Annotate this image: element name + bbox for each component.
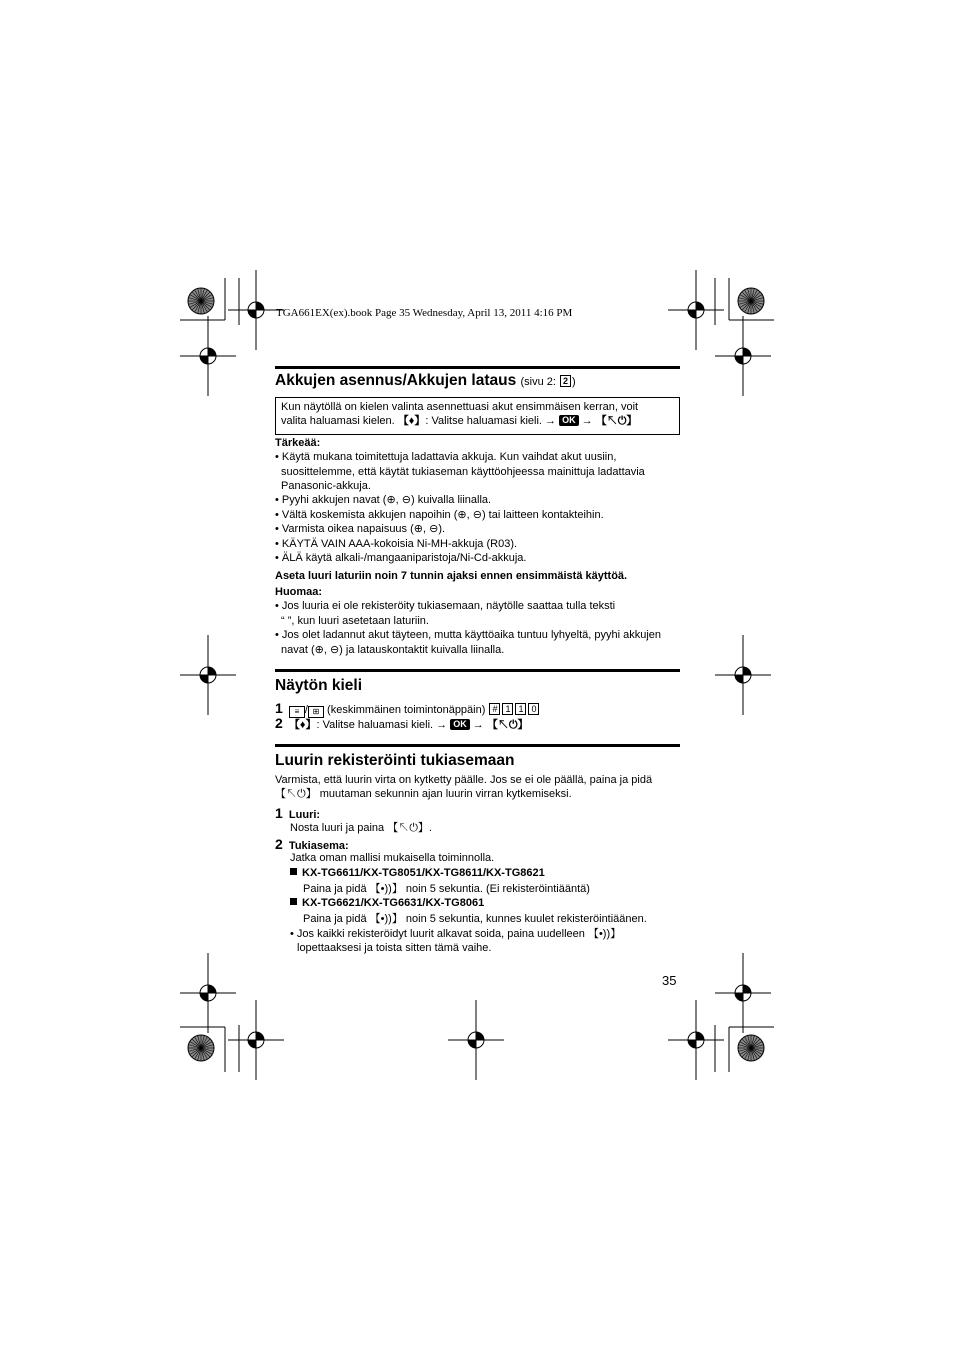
ok-key-icon: OK xyxy=(450,719,470,730)
bullet-line: • Käytä mukana toimitettuja ladattavia akkuja. Kun vaihdat akut uusiin, xyxy=(275,451,617,463)
intro-line: Varmista, että luurin virta on kytketty päälle. Jos se ei ole päällä, paina ja pidä xyxy=(275,774,653,786)
model-group-2: KX-TG6621/KX-TG6631/KX-TG8061 xyxy=(290,896,484,911)
registration-crosshair-icon xyxy=(448,1000,504,1080)
intro-line: 【↖⏻】 muutaman sekunnin ajan luurin virran kytkemiseksi. xyxy=(275,788,572,800)
box-line-2: valita haluamasi kielen. 【♦】: Valitse haluamasi kieli. → OK → 【↖⏻】 xyxy=(281,415,638,427)
section-rule xyxy=(275,744,680,747)
note-line: • Jos olet ladannut akut täyteen, mutta käyttöaika tuntuu lyhyeltä, pyyhi akkujen xyxy=(275,629,662,641)
registration-star-icon xyxy=(188,1035,214,1061)
model-group-1: KX-TG6611/KX-TG8051/KX-TG8611/KX-TG8621 xyxy=(290,866,545,881)
step-1-text: Nosta luuri ja paina 【↖⏻】. xyxy=(290,822,432,834)
step-1: 1 ≡ / ⊞ (keskimmäinen toimintonäppäin) # 1 1 0 xyxy=(275,701,540,718)
square-bullet-icon xyxy=(290,898,297,905)
step-1: 1 Luuri: xyxy=(275,805,321,821)
bullet-line: • ÄLÄ käytä alkali-/mangaaniparistoja/Ni-Cd-akkuja. xyxy=(275,552,527,564)
section-title-display-language: Näytön kieli xyxy=(275,677,362,694)
key-2-icon: 2 xyxy=(560,375,571,387)
registration-crosshair-icon xyxy=(668,270,724,350)
menu-icon: ≡ xyxy=(289,706,305,718)
end-key-icon: 【↖⏻】 xyxy=(595,415,638,427)
navigator-key-icon: 【♦】 xyxy=(288,719,317,731)
registration-crosshair-icon xyxy=(180,953,236,1033)
ok-key-icon: OK xyxy=(559,415,579,426)
registration-star-icon xyxy=(188,288,214,314)
registration-star-icon xyxy=(738,1035,764,1061)
bullet-line: • KÄYTÄ VAIN AAA-kokoisia Ni-MH-akkuja (R03). xyxy=(275,538,518,550)
registration-crosshair-icon xyxy=(228,1000,284,1080)
book-header-line: TGA661EX(ex).book Page 35 Wednesday, April 13, 2011 4:16 PM xyxy=(276,307,573,319)
navigator-key-icon: 【♦】 xyxy=(397,415,426,427)
box-line-1: Kun näytöllä on kielen valinta asennettuasi akut ensimmäisen kerran, voit xyxy=(281,401,639,413)
section-title-battery: Akkujen asennus/Akkujen lataus (sivu 2: 2 ) xyxy=(275,372,576,389)
registration-crosshair-icon xyxy=(715,953,771,1033)
section-rule xyxy=(275,366,680,369)
registration-crosshair-icon xyxy=(715,635,771,715)
note-label: Huomaa: xyxy=(275,586,323,598)
bullet-line: • Vältä koskemista akkujen napoihin (⊕, ⊖) tai laitteen kontakteihin. xyxy=(275,509,604,521)
note-line: • Jos luuria ei ole rekisteröity tukiasemaan, näytölle saattaa tulla teksti xyxy=(275,600,616,612)
model-1-text: Paina ja pidä 【•))】 noin 5 sekuntia. (Ei rekisteröintiääntä) xyxy=(303,883,590,895)
registration-crosshair-icon xyxy=(668,1000,724,1080)
step-2: 2 【♦】: Valitse haluamasi kieli. → OK → 【↖⏻】 xyxy=(275,715,529,731)
end-key-icon: 【↖⏻】 xyxy=(486,719,529,731)
registration-crosshair-icon xyxy=(715,316,771,396)
registration-star-icon xyxy=(738,288,764,314)
bullet-line: • Pyyhi akkujen navat (⊕, ⊖) kuivalla liinalla. xyxy=(275,494,492,506)
tip-line: lopettaaksesi ja toista sitten tämä vaihe. xyxy=(297,942,492,954)
bullet-line: • Varmista oikea napaisuus (⊕, ⊖). xyxy=(275,523,446,535)
registration-crosshair-icon xyxy=(180,635,236,715)
note-line: navat (⊕, ⊖) ja latauskontaktit kuivalla liinalla. xyxy=(281,644,505,656)
section-title-registration: Luurin rekisteröinti tukiasemaan xyxy=(275,752,515,769)
step-2: 2 Tukiasema: xyxy=(275,836,349,852)
registration-crosshair-icon xyxy=(180,316,236,396)
important-label: Tärkeää: xyxy=(275,437,321,449)
step-2-text: Jatka oman mallisi mukaisella toiminnolla. xyxy=(290,852,495,864)
note-line: “ ”, kun luuri asetetaan laturiin. xyxy=(281,615,429,627)
section-rule xyxy=(275,669,680,672)
model-2-text: Paina ja pidä 【•))】 noin 5 sekuntia, kunnes kuulet rekisteröintiäänen. xyxy=(303,913,647,925)
grid-menu-icon: ⊞ xyxy=(308,706,324,718)
bullet-line: Panasonic-akkuja. xyxy=(281,480,371,492)
bullet-line: suosittelemme, että käytät tukiaseman käyttöohjeessa mainittuja ladattavia xyxy=(281,466,645,478)
charge-note: Aseta luuri laturiin noin 7 tunnin ajaksi ennen ensimmäistä käyttöä. xyxy=(275,570,628,582)
square-bullet-icon xyxy=(290,868,297,875)
page-number: 35 xyxy=(662,973,677,988)
tip-line: • Jos kaikki rekisteröidyt luurit alkavat soida, paina uudelleen 【•))】 xyxy=(290,928,622,940)
